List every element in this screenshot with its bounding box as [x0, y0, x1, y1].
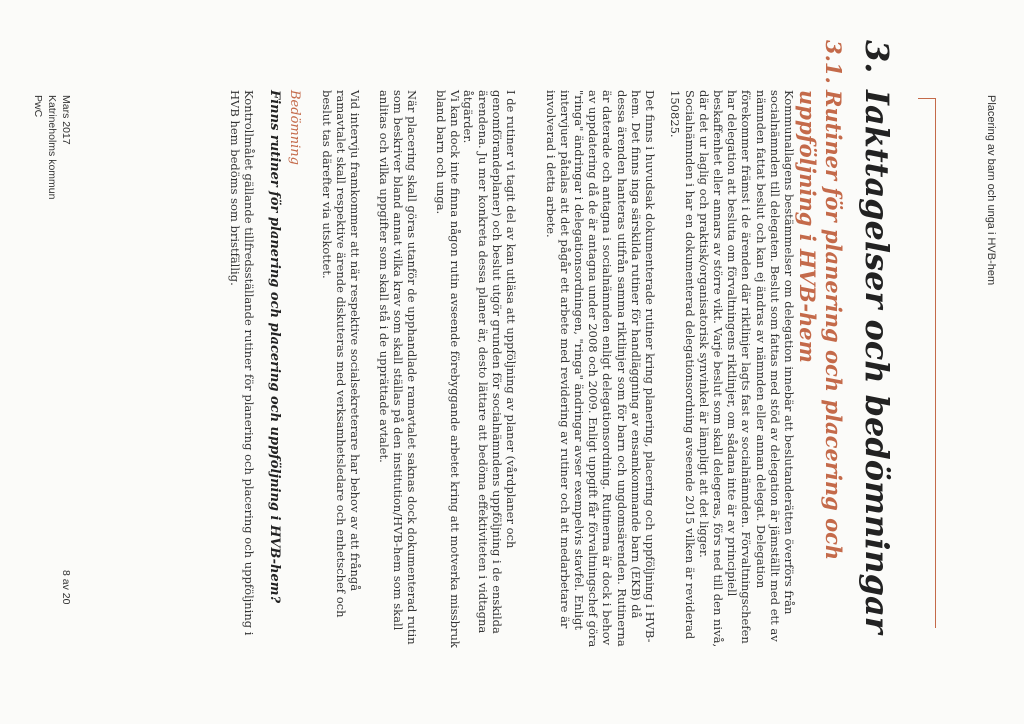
- footer-company: PwC: [32, 95, 44, 118]
- footer-page-number: 8 av 20: [60, 570, 72, 605]
- footer-date: Mars 2017: [60, 95, 72, 145]
- paragraph-interview: Vid intervju framkommer att när respektive socialsekreterare har behov av att frångå ramavtalet skall respektive ärende diskuteras med verksamhetsledare och enhetschef och beslut tas därefter via utskottet.: [319, 90, 362, 618]
- paragraph-framework: När placering skall göras utanför de upphandlade ramavtalet saknas dock dokumenterad rutin som beskriver bland annat vilka krav som skall ställas på den institution/HVB-hem som skall anlitas och vilka uppgifter som skall stå i de upprättade avtalet.: [376, 90, 419, 645]
- section-heading: [858, 40, 896, 680]
- subsection-title: Rutiner för planering och placering och uppföljning i HVB-hem: [795, 90, 846, 561]
- section-title: Iakttagelser och bedömningar: [858, 90, 896, 634]
- paragraph-delegation: Kommunallagens bestämmelser om delegation innebär att beslutanderätten överförs från socialnämnden till delegaten. Beslut som fattas med stöd av delegation är jämställt med ett av nämnden fattat beslut och kan ej ändras av nämnden eller annan delegat. Delegation förekommer främst i de ärenden där riktlinjer lagts fast av socialnämnden. Förvaltningschefen har delegation att besluta om förvaltningens riktlinjer, om sådana inte är av principiell beskaffenhet eller annars av större vikt. Varje beslut som skall delegeras, förs ned till den nivå, där det ur laglig och praktisk/organisatorisk synvinkel är lämpligt att det ligger. Socialnämnden i har en dokumenterad delegationsordning avseende 2015 vilken är reviderad 150825.: [668, 90, 796, 648]
- subsection-number: 3.1.: [821, 40, 846, 84]
- running-header: Placering av barn och unga i HVB-hem: [985, 95, 997, 286]
- paragraph-prevention: Vi kan dock inte finna någon rutin avseende förebyggande arbetet kring att motverka missbruk bland barn och unga.: [433, 90, 462, 648]
- assessment-answer: Kontrollmålet gällande tillfredsställande rutiner för planering och placering och uppföljning i HVB hem bedöms som bristfällig.: [227, 90, 256, 636]
- footer-organization: Katrineholms kommun: [46, 95, 58, 200]
- paragraph-plans: I de rutiner vi tagit del av kan utläsa att uppföljning av planer (vårdplaner och genomförandeplaner) och beslut utgör grunden för socialnämndens uppföljning i de enskilda ärendena. Ju mer konkreta dessa planer är, desto lättare att bedöma effektiviteten i vidtagna åtgärder.: [461, 90, 518, 634]
- assessment-question: Finns rutiner för planering och placering och uppföljning i HVB-hem?: [267, 90, 282, 604]
- subsection-heading: [794, 40, 846, 600]
- header-rule: [935, 98, 936, 628]
- paragraph-routines: Det finns i huvudsak dokumenterade rutiner kring planering, placering och uppföljning i HVB-hem. Det finns inga särskilda rutiner för handläggning av ensamkommande barn (EKB) då dessa ärenden hanteras utifrån samma riktlinjer som för barn och ungdomsärenden. Rutinerna är daterade och antagna i socialnämnden enligt delegationsordning. Rutinerna är dock i behov av uppdatering då de är antagna under 2008 och 2009. Enligt uppgift får förvaltningschef göra "ringa" ändringar i delegationsordningen, "ringa" ändringar avser exempelvis stavfel. Enligt intervjuer påtalas att det pågår ett arbete med revidering av rutiner och att medarbetare är involverad i detta arbete.: [543, 90, 657, 648]
- section-number: 3.: [858, 40, 896, 74]
- assessment-label: Bedömning: [287, 90, 302, 165]
- header-rule-tick: [918, 98, 936, 99]
